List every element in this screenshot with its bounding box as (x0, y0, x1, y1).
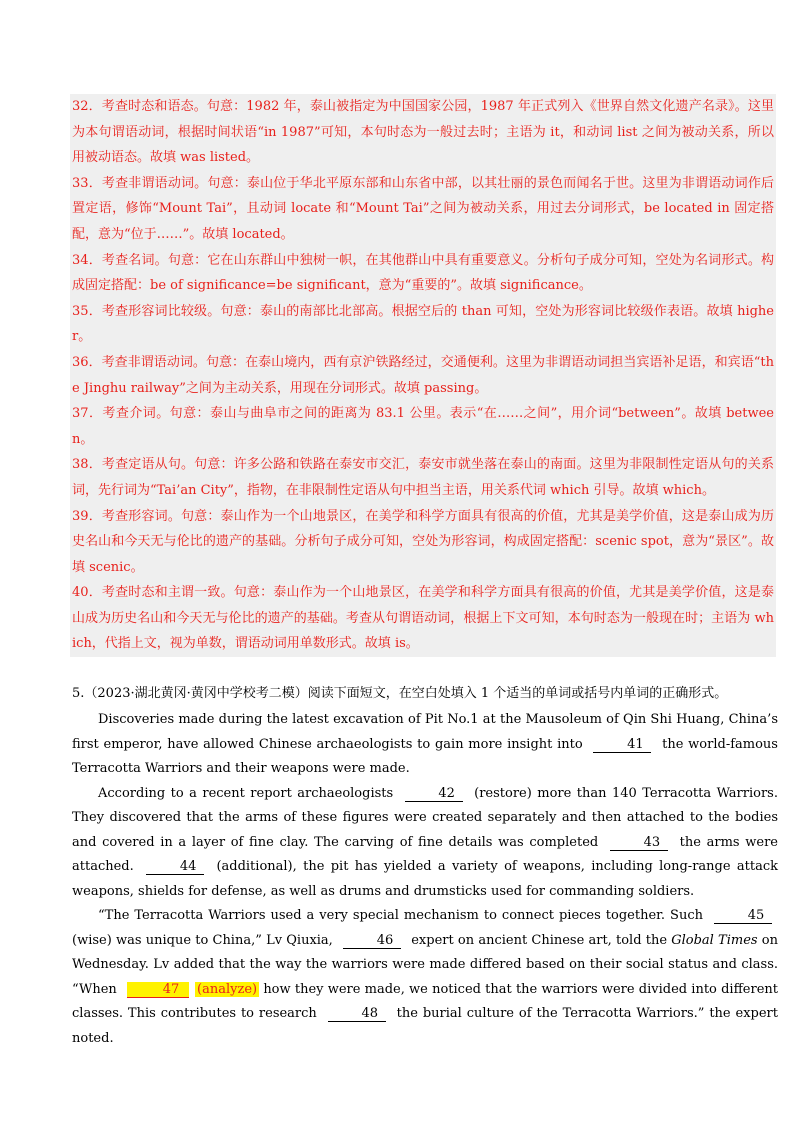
p3-text-c: expert on ancient Chinese art, told the (411, 932, 668, 948)
blank-42: 42 (405, 786, 463, 802)
p2-text-c: the arms were attached. (72, 834, 778, 874)
answer-34: 34．考查名词。句意：它在山东群山中独树一帜，在其他群山中具有重要意义。分析句子成分可知，空处为名词形式。构成固定搭配：be of significance=be significant，意为“重要的”。故填 significance。 (72, 252, 774, 294)
answer-33: 33．考查非谓语动词。句意：泰山位于华北平原东部和山东省中部，以其壮丽的景色而闻名于世。这里为非谓语动词作后置定语，修饰“Mount Tai”，且动词 locate 和“Mount Tai”之间为被动关系，用过去分词形式，be located in 固定搭配，意为“位于……”。故填 located。 (72, 175, 774, 242)
blank-48: 48 (328, 1006, 386, 1022)
paragraph-1 (72, 708, 778, 782)
answer-37: 37．考查介词。句意：泰山与曲阜市之间的距离为 83.1 公里。表示“在……之间”，用介词“between”。故填 between。 (72, 406, 774, 447)
p2-text-d: (additional), the pit has yielded a variety of weapons, including long-range attack weapons, shields for defense, as well as drums and drumsticks used for commanding soldiers. (72, 859, 778, 899)
publication-name: Global Times (671, 932, 758, 948)
answer-38: 38．考查定语从句。句意：许多公路和铁路在泰安市交汇，泰安市就坐落在泰山的南面。这里为非限制性定语从句的关系词，先行词为“Tai’an City”，指物，在非限制性定语从句中担当主语，用关系代词 which 引导。故填 which。 (72, 457, 774, 498)
blank-41: 41 (593, 737, 651, 753)
question-5-passage (72, 682, 778, 1051)
answer-40: 40．考查时态和主谓一致。句意：泰山作为一个山地景区，在美学和科学方面具有很高的价值，尤其是美学价值，这是泰山成为历史名山和今天无与伦比的遗产的基础。考查从句谓语动词，根据上下文可知，本句时态为一般现在时；主语为 which，代指上文，视为单数，谓语动词用单数形式。故填 is。 (72, 585, 774, 652)
paragraph-2 (72, 782, 778, 905)
question-header: 5.（2023·湖北黄冈·黄冈中学校考二模）阅读下面短文，在空白处填入 1 个适当的单词或括号内单词的正确形式。 (72, 686, 728, 701)
p1-text-a: Discoveries made during the latest excavation of Pit No.1 at the Mausoleum of Qin Shi Huang, China’s first emperor, have allowed Chinese archaeologists to gain more insight into (72, 712, 778, 752)
answer-39: 39．考查形容词。句意：泰山作为一个山地景区，在美学和科学方面具有很高的价值，尤其是美学价值，这是泰山成为历史名山和今天无与伦比的遗产的基础。分析句子成分可知，空处为形容词，构成固定搭配：scenic spot，意为“景区”。故填 scenic。 (72, 508, 774, 575)
answer-explanations (70, 94, 776, 657)
blank-43: 43 (610, 835, 668, 851)
blank-47-highlighted: 47 (127, 982, 189, 998)
p2-text-a: According to a recent report archaeologists (98, 785, 394, 801)
paragraph-3 (72, 904, 778, 1051)
blank-47-hint: (analyze) (197, 981, 258, 997)
p2-text-b: (restore) more than 140 Terracotta Warriors. They discovered that the arms of these figures were created separately and then attached to the bodies and covered in a layer of fine clay. The carving of fine details was completed (72, 785, 778, 850)
p3-text-f: the burial culture of the Terracotta Warriors.” the expert noted. (72, 1006, 778, 1046)
answer-32: 32．考查时态和语态。句意：1982 年，泰山被指定为中国国家公园，1987 年正式列入《世界自然文化遗产名录》。这里为本句谓语动词，根据时间状语“in 1987”可知，本句时态为一般过去时；主语为 it，和动词 list 之间为被动关系，所以用被动语态。故填 was listed。 (72, 99, 774, 166)
p3-text-e: how they were made, we noticed that the warriors were divided into different classes. This contributes to research (72, 981, 779, 1021)
p3-text-a: “The Terracotta Warriors used a very special mechanism to connect pieces together. Such (98, 908, 703, 923)
blank-46: 46 (343, 933, 401, 949)
blank-44: 44 (146, 859, 204, 875)
answer-35: 35．考查形容词比较级。句意：泰山的南部比北部高。根据空后的 than 可知，空处为形容词比较级作表语。故填 higher。 (72, 303, 774, 345)
p3-text-d: on Wednesday. Lv added that the way the warriors were made differed based on their social status and class. “When (72, 932, 778, 997)
p3-text-b: (wise) was unique to China,” Lv Qiuxia, (72, 932, 333, 948)
p1-text-b: the world-famous Terracotta Warriors and their weapons were made. (72, 736, 778, 776)
answer-36: 36．考查非谓语动词。句意：在泰山境内，西有京沪铁路经过，交通便利。这里为非谓语动词担当宾语补足语，和宾语“the Jinghu railway”之间为主动关系，用现在分词形式。故填 passing。 (72, 354, 774, 396)
blank-45: 45 (714, 908, 772, 924)
